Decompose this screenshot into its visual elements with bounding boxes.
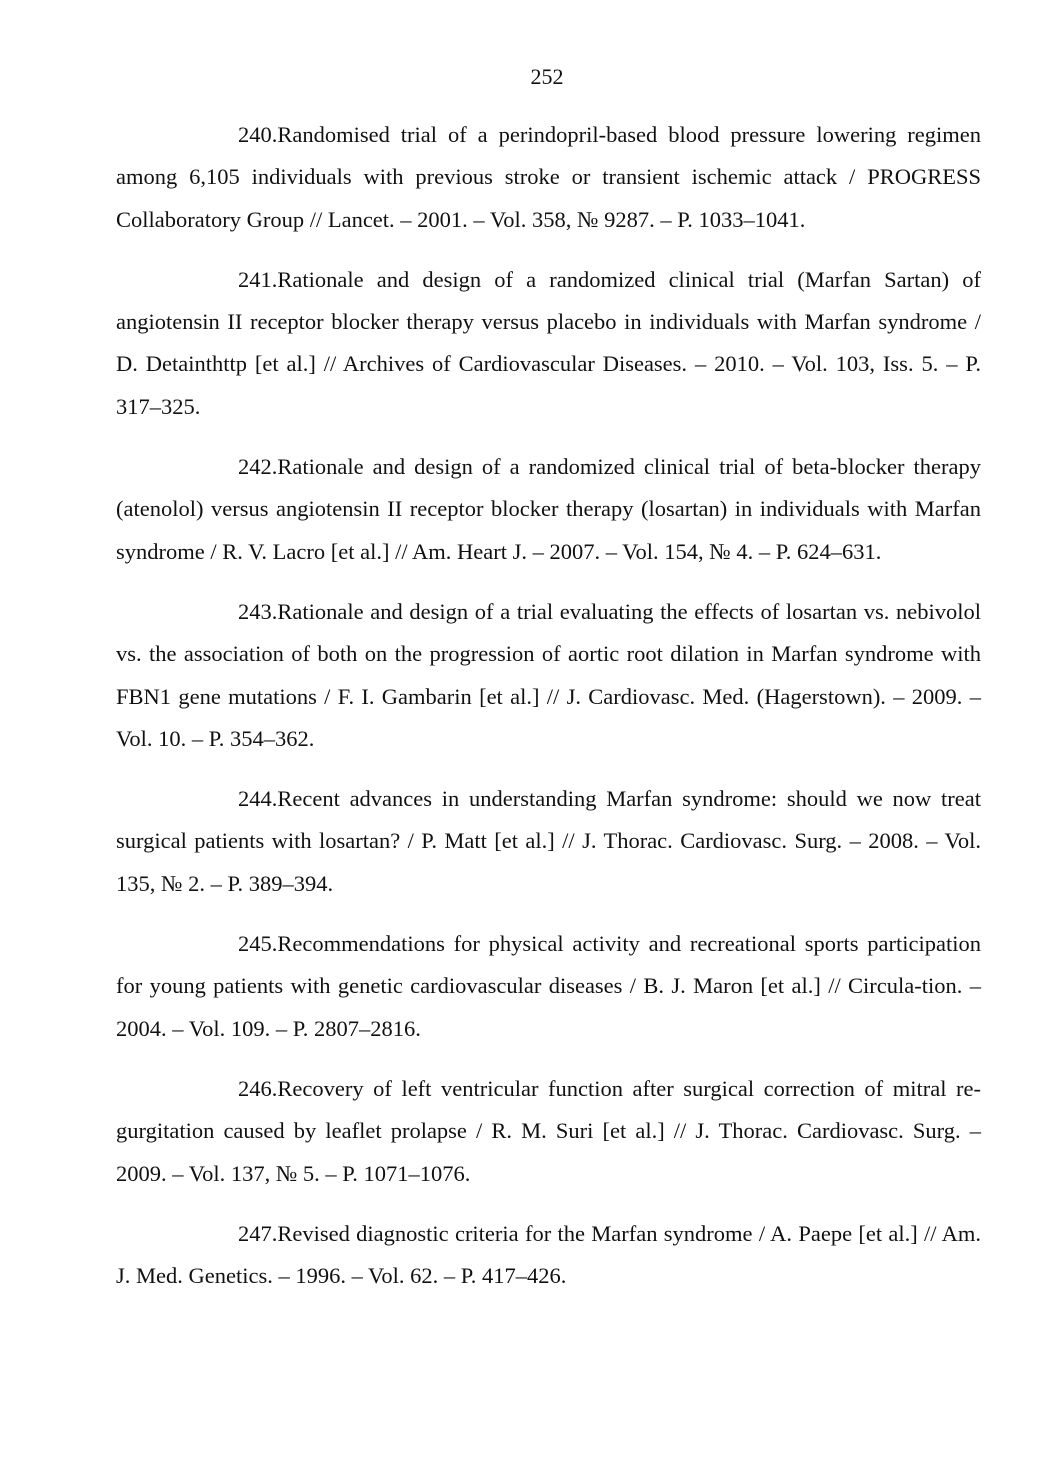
reference-item bbox=[116, 1068, 981, 1195]
reference-item bbox=[116, 591, 981, 760]
reference-number: 247. bbox=[238, 1220, 278, 1246]
reference-text: Recommendations for physical activity and recreational sports participation for young patients with genetic cardiovascular diseases / B. J. Maron [et al.] // Circula-tion. – 2004. – Vol. 109. – P. 2807–2816. bbox=[116, 931, 981, 1041]
reference-text: Rationale and design of a randomized clinical trial (Marfan Sartan) of angiotensin II receptor blocker therapy versus placebo in individuals with Marfan syndrome / D. Detainthttp [et al.] // Archives of Cardiovascular Diseases. – 2010. – Vol. 103, Iss. 5. – P. 317–325. bbox=[116, 266, 981, 419]
reference-number: 240. bbox=[238, 122, 278, 147]
page-number: 252 bbox=[530, 64, 564, 89]
reference-number: 241. bbox=[238, 266, 278, 292]
reference-item bbox=[116, 114, 981, 241]
reference-text: Revised diagnostic criteria for the Marfan syndrome / A. Paepe [et al.] // Am. J. Med. Genetics. – 1996. – Vol. 62. – P. 417–426. bbox=[116, 1220, 981, 1289]
reference-text: Recovery of left ventricular function after surgical correction of mitral re-gurgitation caused by leaflet prolapse / R. M. Suri [et al.] // J. Thorac. Cardiovasc. Surg. – 2009. – Vol. 137, № 5. – P. 1071–1076. bbox=[116, 1075, 981, 1186]
reference-item bbox=[116, 1213, 981, 1298]
reference-number: 245. bbox=[238, 931, 278, 957]
reference-item bbox=[116, 778, 981, 905]
reference-text: Recent advances in understanding Marfan syndrome: should we now treat surgical patients with losartan? / P. Matt [et al.] // J. Thorac. Cardiovasc. Surg. – 2008. – Vol. 135, № 2. – P. 389–394. bbox=[116, 786, 981, 896]
reference-item bbox=[116, 446, 981, 573]
reference-list bbox=[116, 114, 981, 1315]
reference-item bbox=[116, 259, 981, 428]
reference-number: 242. bbox=[238, 454, 278, 480]
reference-text: Rationale and design of a randomized clinical trial of beta-blocker therapy (atenolol) versus angiotensin II receptor blocker therapy (losartan) in individuals with Marfan syndrome / R. V. Lacro [et al.] // Am. Heart J. – 2007. – Vol. 154, № 4. – P. 624–631. bbox=[116, 454, 981, 564]
reference-text: Rationale and design of a trial evaluating the effects of losartan vs. nebivolol vs. the association of both on the progression of aortic root dilation in Marfan syndrome with FBN1 gene mutations / F. I. Gambarin [et al.] // J. Cardiovasc. Med. (Hagerstown). – 2009. – Vol. 10. – P. 354–362. bbox=[116, 598, 981, 751]
reference-text: Randomised trial of a perindopril-based blood pressure lowering regimen among 6,105 individuals with previous stroke or transient ischemic attack / PROGRESS Collaboratory Group // Lancet. – 2001. – Vol. 358, № 9287. – P. 1033–1041. bbox=[116, 122, 981, 232]
reference-item bbox=[116, 923, 981, 1050]
reference-number: 246. bbox=[238, 1075, 278, 1101]
reference-number: 244. bbox=[238, 786, 278, 812]
reference-number: 243. bbox=[238, 598, 278, 624]
